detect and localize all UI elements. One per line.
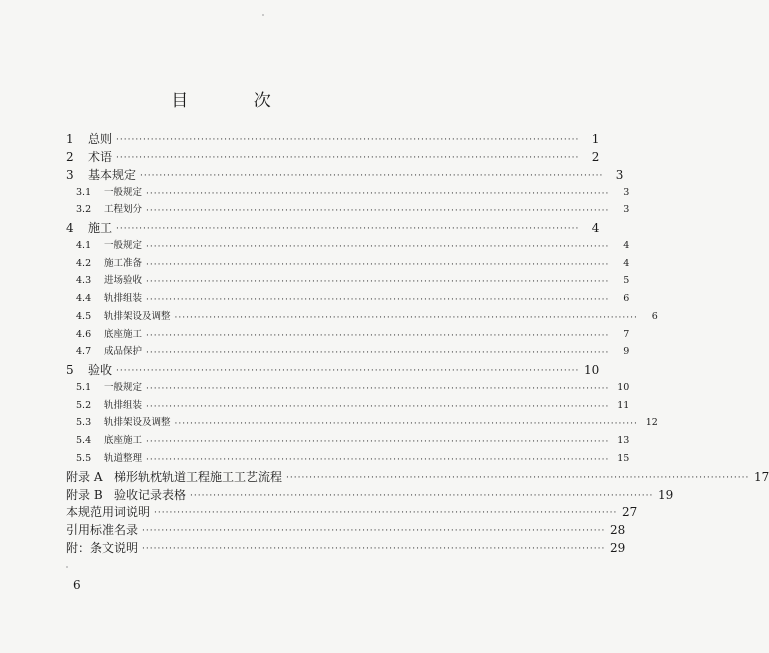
toc-entry-label: 轨排组装 (104, 293, 143, 304)
toc-entry[interactable] (66, 486, 674, 502)
dot-leader: ························································································································ (146, 189, 610, 199)
toc-entry-label: 轨排组装 (104, 400, 143, 411)
dot-leader: ························································································································ (190, 491, 654, 501)
toc-entry-number: 5 (66, 363, 74, 377)
page-title: 目 次 (171, 91, 301, 111)
dot-leader: ························································································································ (142, 526, 606, 536)
toc-entry-label: 一般规定 (104, 187, 143, 198)
toc-entry-page: 5 (623, 275, 630, 286)
toc-entry-label: 成品保护 (104, 346, 143, 357)
toc-entry[interactable] (66, 130, 600, 146)
toc-entry-page: 12 (645, 417, 658, 428)
toc-entry-label: 轨排架设及调整 (104, 311, 171, 322)
toc-entry-page: 1 (591, 132, 600, 146)
toc-entry[interactable] (76, 432, 630, 448)
dot-leader: ························································································································ (146, 455, 610, 465)
toc-entry-number: 4.4 (76, 293, 92, 304)
toc-entry[interactable] (76, 326, 630, 342)
dot-leader: ························································································································ (174, 313, 638, 323)
toc-entry[interactable] (66, 539, 626, 555)
toc-entry-number: 4.5 (76, 311, 92, 322)
toc-entry-label: 施工 (88, 221, 113, 235)
toc-entry[interactable] (76, 184, 630, 200)
toc-entry-label: 验收 (88, 363, 113, 377)
toc-entry-label: 施工准备 (104, 258, 143, 269)
toc-entry[interactable] (66, 468, 769, 484)
toc-entry-page: 4 (623, 258, 630, 269)
toc-entry[interactable] (76, 414, 658, 430)
dot-leader: ························································································································ (116, 135, 580, 145)
toc-entry-page: 17 (754, 470, 769, 484)
toc-entry[interactable] (66, 219, 600, 235)
toc-entry-page: 19 (658, 488, 674, 502)
toc-entry-number: 5.4 (76, 435, 92, 446)
toc-entry-page: 6 (651, 311, 658, 322)
toc-entry-page: 13 (617, 435, 630, 446)
dot-leader: ························································································································ (116, 366, 580, 376)
toc-entry[interactable] (66, 503, 638, 519)
toc-entry[interactable] (76, 397, 630, 413)
toc-entry-label: 验收记录表格 (114, 488, 187, 502)
dot-leader: ························································································································ (146, 295, 610, 305)
toc-entry-label: 轨排架设及调整 (104, 417, 171, 428)
toc-entry-page: 4 (591, 221, 600, 235)
toc-entry-page: 3 (623, 204, 630, 215)
toc-entry[interactable] (66, 148, 600, 164)
toc-entry-number: 1 (66, 132, 74, 146)
scan-speck (262, 14, 264, 16)
toc-entry-label: 总则 (88, 132, 113, 146)
toc-entry-page: 27 (622, 505, 638, 519)
dot-leader: ························································································································ (146, 437, 610, 447)
toc-entry-number: 3 (66, 168, 74, 182)
dot-leader: ························································································································ (146, 206, 610, 216)
page-number: 6 (73, 578, 81, 592)
toc-entry-label: 一般规定 (104, 240, 143, 251)
dot-leader: ························································································································ (116, 224, 580, 234)
toc-entry-number: 5.2 (76, 400, 92, 411)
toc-entry-page: 28 (610, 523, 626, 537)
toc-entry[interactable] (76, 272, 630, 288)
toc-entry[interactable] (76, 343, 630, 359)
dot-leader: ························································································································ (146, 348, 610, 358)
dot-leader: ························································································································ (142, 544, 606, 554)
dot-leader: ························································································································ (146, 384, 610, 394)
toc-entry-label: 一般规定 (104, 382, 143, 393)
toc-entry-page: 10 (584, 363, 600, 377)
toc-entry-label: 底座施工 (104, 329, 143, 340)
toc-entry[interactable] (76, 308, 658, 324)
dot-leader: ························································································································ (146, 242, 610, 252)
dot-leader: ························································································································ (146, 260, 610, 270)
toc-entry[interactable] (76, 450, 630, 466)
toc-entry[interactable] (66, 361, 600, 377)
scan-speck (66, 566, 68, 568)
toc-entry-label: 术语 (88, 150, 113, 164)
dot-leader: ························································································································ (146, 402, 610, 412)
toc-entry-page: 2 (591, 150, 600, 164)
toc-entry-label: 基本规定 (88, 168, 137, 182)
dot-leader: ························································································································ (174, 419, 638, 429)
toc-entry-label: 进场验收 (104, 275, 143, 286)
toc-entry-page: 3 (615, 168, 624, 182)
toc-entry-number: 4 (66, 221, 74, 235)
toc-entry-label: 本规范用词说明 (66, 505, 151, 519)
toc-entry[interactable] (76, 255, 630, 271)
toc-entry-number: 4.1 (76, 240, 92, 251)
toc-entry-number: 2 (66, 150, 74, 164)
toc-entry[interactable] (66, 166, 624, 182)
toc-entry-page: 11 (617, 400, 630, 411)
dot-leader: ························································································································ (116, 153, 580, 163)
toc-entry-number: 4.3 (76, 275, 92, 286)
toc-entry-page: 6 (623, 293, 630, 304)
toc-entry[interactable] (76, 379, 630, 395)
toc-entry-number: 4.6 (76, 329, 92, 340)
toc-entry-number: 5.5 (76, 453, 92, 464)
dot-leader: ························································································································ (154, 508, 618, 518)
toc-entry-label: 轨道整理 (104, 453, 143, 464)
toc-entry-page: 3 (623, 187, 630, 198)
dot-leader: ························································································································ (146, 331, 610, 341)
toc-entry[interactable] (76, 201, 630, 217)
toc-entry-page: 29 (610, 541, 626, 555)
toc-entry-page: 4 (623, 240, 630, 251)
toc-entry-number: 附录 A (66, 470, 103, 484)
dot-leader: ························································································································ (286, 473, 750, 483)
toc-entry-page: 15 (617, 453, 630, 464)
toc-entry-page: 9 (623, 346, 630, 357)
toc-entry-page: 10 (617, 382, 630, 393)
toc-entry-label: 底座施工 (104, 435, 143, 446)
toc-entry-label: 附：条文说明 (66, 541, 139, 555)
toc-entry-number: 附录 B (66, 488, 103, 502)
toc-entry-number: 5.3 (76, 417, 92, 428)
toc-entry-label: 引用标准名录 (66, 523, 139, 537)
toc-entry-page: 7 (623, 329, 630, 340)
toc-entry[interactable] (66, 521, 626, 537)
toc-entry-number: 3.1 (76, 187, 92, 198)
toc-entry-label: 梯形轨枕轨道工程施工工艺流程 (114, 470, 283, 484)
dot-leader: ························································································································ (140, 171, 604, 181)
toc-entry-number: 5.1 (76, 382, 92, 393)
toc-entry-label: 工程划分 (104, 204, 143, 215)
dot-leader: ························································································································ (146, 277, 610, 287)
toc-entry-number: 3.2 (76, 204, 92, 215)
toc-entry[interactable] (76, 237, 630, 253)
toc-entry-number: 4.2 (76, 258, 92, 269)
toc-entry-number: 4.7 (76, 346, 92, 357)
toc-entry[interactable] (76, 290, 630, 306)
